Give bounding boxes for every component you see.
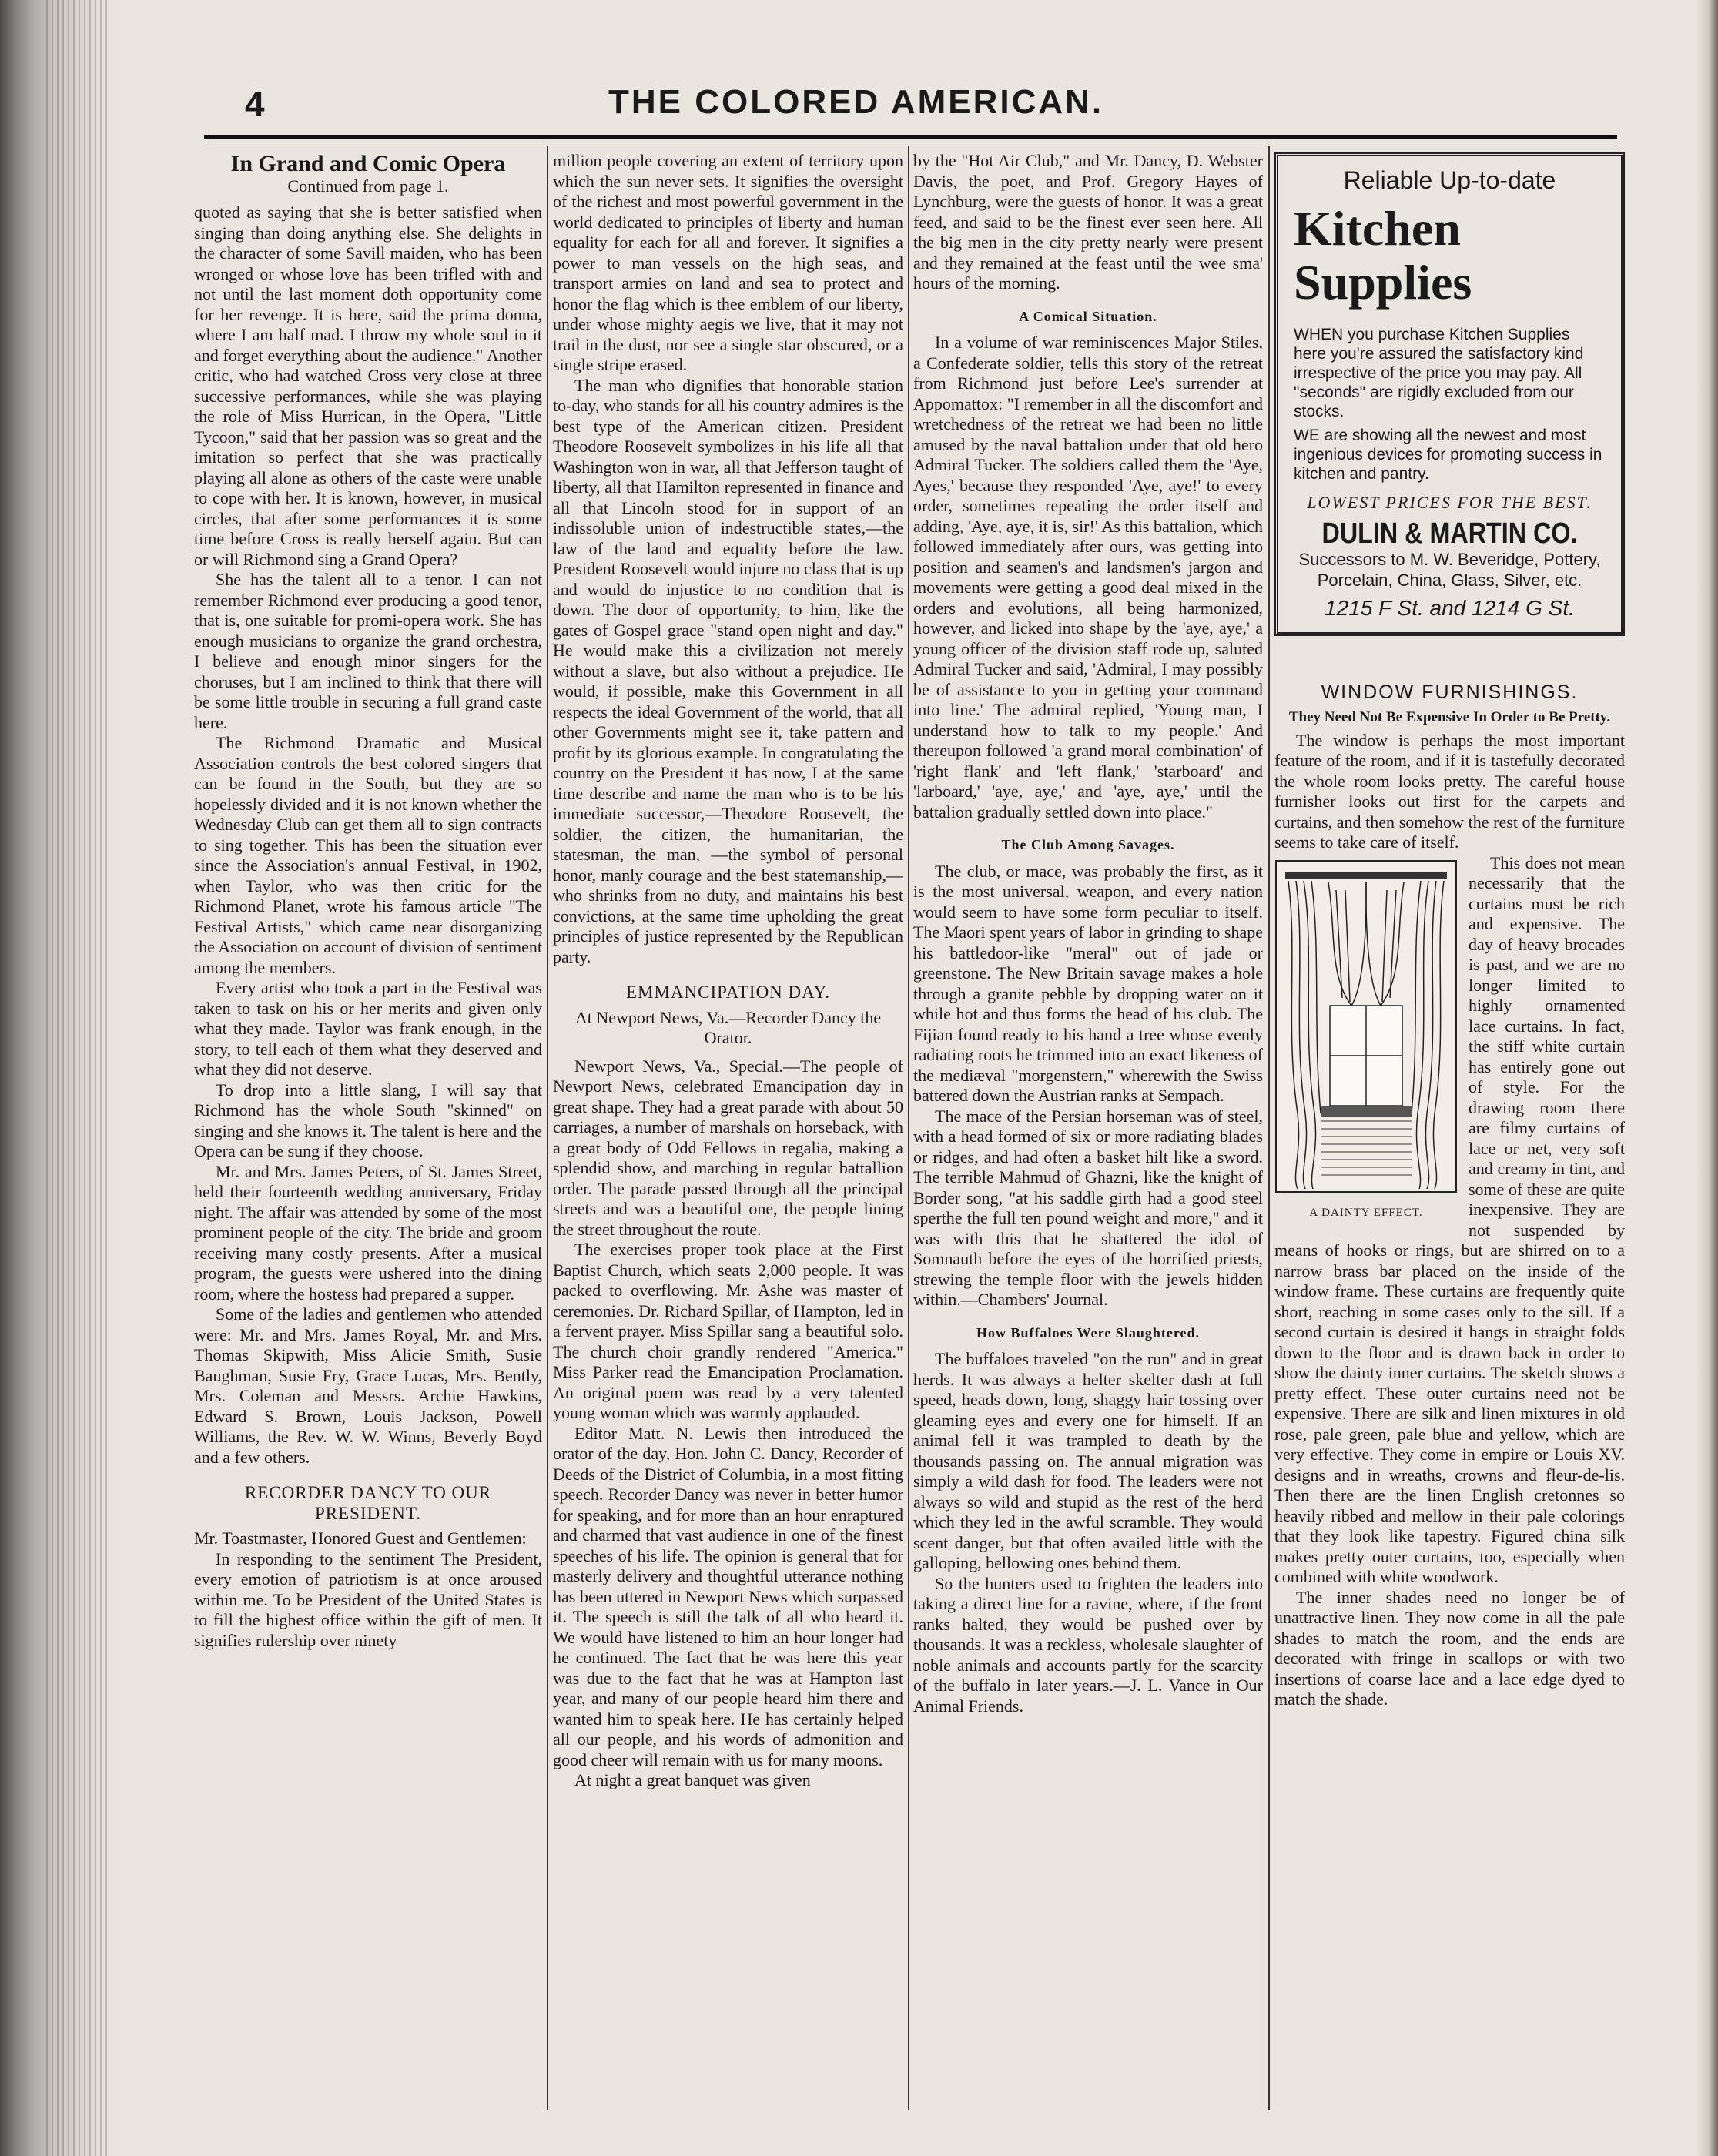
binding-page-edges <box>46 0 108 2156</box>
newspaper-masthead: THE COLORED AMERICAN. <box>608 83 1104 121</box>
article-paragraph: The man who dignifies that honorable station to-day, who stands for all his country admires is the best type of the American citizen. President Theodore Roosevelt symbolizes in his life all that Washington won in war, all that Jefferson taught of liberty, all that Hamilton represented in finance and all that Lincoln stood for in support of an indissoluble union of indestructible states,—the law of the land and equality before the law. President Roosevelt would injure no class that is up and would do injustice to no condition that is down. The door of opportunity, to him, like the gates of Gospel grace "stand open night and day." He would make this a civilization not merely without a slave, but also without a prejudice. He would, if possible, make this Government in all respects the ideal Government of the world, that all other Governments might see it, take pattern and profit by its glorious example. In congratulating the country on the President it has now, I at the same time describe and name the man who is to be his immediate successor,—Theodore Roosevelt, the soldier, the citizen, the humanitarian, the statesman, the man, —the symbol of personal honor, manly courage and the best statemanship,—who shrinks from no duty, and maintains his best convictions, at the same time upholding the great principles of justice represented by the Republican party. <box>553 375 903 966</box>
ad-body-1: WHEN you purchase Kitchen Supplies here you're assured the satisfactory kind irrespective of the price you may pay. All "seconds" are rigidly excluded from our stocks. <box>1294 325 1584 420</box>
page-number: 4 <box>245 84 265 124</box>
section-heading-comical-situation: A Comical Situation. <box>1019 308 1157 324</box>
article-paragraph: The club, or mace, was probably the first, as it is the most universal, weapon, and every nation would seem to have some form peculiar to itself. The Maori spent years of labor in grinding to shape his battledoor-like "meral" out of jade or greenstone. The New Britain savage makes a hole through a granite pebble by dropping water on it while hot and thus forms the head of his club. The Fijian found ready to his hand a tree whose evenly radiating roots he trimmed into an exact likeness of the mediæval "morgenstern," wherewith the Swiss battered down the Austrian ranks at Sempach. <box>913 861 1263 1105</box>
right-page-edge <box>1695 0 1718 2156</box>
masthead-rule <box>204 135 1617 139</box>
window-furnishings-subheading: They Need Not Be Expensive In Order to Be Pretty. <box>1288 708 1611 725</box>
article-paragraph: She has the talent all to a tenor. I can not remember Richmond ever producing a good tenor, that is, one suitable for promi-opera work. She has enough musicians to organize the grand orchestra, I believe and enough minor singers for the choruses, but I am inclined to think that there will be some little trouble in securing a full grand caste here. <box>194 570 542 732</box>
article-paragraph: Every artist who took a part in the Festival was taken to task on his or her merits and given only what they made. Taylor was frank enough, in the story, to tell each of them what they deserved and what they did not deserve. <box>194 978 542 1079</box>
article-paragraph: The Richmond Dramatic and Musical Association controls the best colored singers that can be found in the South, but they are so hopelessly divided and it is not known whether the Wednesday Club can get them all to sign contracts to sing together. This has been the situation ever since the Association's annual Festival, in 1902, when Taylor, who was then critic for the Richmond Planet, wrote his famous article "The Festival Artists," which came near disorganizing the Association on account of division of sentiment among the members. <box>194 733 542 977</box>
article-paragraph: by the "Hot Air Club," and Mr. Dancy, D. Webster Davis, the poet, and Prof. Gregory Hayes of Lynchburg, were the guests of honor. It was a great feed, and said to be the finest ever seen here. All the big men in the city pretty nearly were present and they remained at the feast until the wee sma' hours of the morning. <box>913 151 1263 293</box>
article-paragraph: To drop into a little slang, I will say that Richmond has the whole South "skinned" on singing and she knows it. The talent is here and the Opera can be sung if they choose. <box>194 1080 542 1160</box>
article-paragraph: The window is perhaps the most important feature of the room, and if it is tastefully decorated the whole room looks pretty. The careful house furnisher looks out first for the carpets and curtains, and then somehow the rest of the furniture seems to take care of itself. <box>1274 730 1625 852</box>
article-paragraph: Mr. and Mrs. James Peters, of St. James Street, held their fourteenth wedding anniversary, Friday night. The affair was attended by some of the most prominent people of the city. The bride and groom receiving many costly presents. After a musical program, the guests were ushered into the dining room, where the hostess had prepared a supper. <box>194 1161 542 1304</box>
article-paragraph: The mace of the Persian horseman was of steel, with a head formed of six or more radiating blades or ridges, and had often a basket hilt like a sword. The terrible Mahmud of Ghazni, like the knight of Border song, "at his saddle girth had a good steel sperthe the full ten pound weight and more," and it was with this that he shattered the idol of Somnauth before the eyes of the horrified priests, strewing the temple floor with the jewels hidden within.—Chambers' Journal. <box>913 1106 1263 1309</box>
column-1 <box>194 151 542 1651</box>
ad-body-2: WE are showing all the newest and most ingenious devices for promoting success in kitchen and pantry. <box>1294 426 1602 483</box>
article-paragraph: quoted as saying that she is better satisfied when singing than doing anything else. She delights in the character of some Savill maiden, who has been wronged or whose love has been trifled with and not until the last moment doth opportunity come for her revenge. It is here, said the prima donna, where I am half mad. I throw my whole soul in it and forget everything about the audience." Another critic, who had watched Cross very close at three successive performances, while she was playing the role of Miss Hurrican, in the Opera, "Little Tycoon," said that her passion was so great and the imitation so perfect that she was practically playing all alone as others of the caste were unable to cope with her. It is known, however, in musical circles, that after some performances it is some time before Cross is really herself again. But can or will Richmond sing a Grand Opera? <box>194 203 542 569</box>
article-paragraph: In a volume of war reminiscences Major Stiles, a Confederate soldier, tells this story of the retreat from Richmond just before Lee's surrender at Appomattox: "I remember in all the discomfort and wretchedness of the retreat we had been no little amused by the naval battalion under that old hero Admiral Tucker. The soldiers called them the 'Aye, Ayes,' because they responded 'Aye, aye!' to every order, sometimes repeating the order itself and adding, 'Aye, aye, it is, sir!' As this battalion, which followed immediately after ours, was getting into position and seamen's and landsmen's jargon and movements were getting a good deal mixed in the orders and evolutions, all being harmonized, however, and licked into shape by the 'aye, aye,' a young officer of the division staff rode up, saluted Admiral Tucker and said, 'Admiral, I may possibly be of assistance to you in getting your command into line.' The admiral replied, 'Young man, I understand how to talk to my people.' And thereupon followed 'a grand moral combination' of 'right flank' and 'left flank,' 'starboard' and 'larboard,' 'aye, aye,' and 'aye, aye,' until the battalion gradually settled down into place." <box>913 333 1263 822</box>
ad-title-line1: Kitchen <box>1294 200 1461 256</box>
speech-salutation: Mr. Toastmaster, Honored Guest and Gentlemen: <box>194 1528 527 1548</box>
ad-title-line2: Supplies <box>1294 254 1472 310</box>
section-subheading: At Newport News, Va.—Recorder Dancy the Orator. <box>574 1007 882 1047</box>
article-paragraph: This does not mean necessarily that the curtains must be rich and expensive. The day of heavy brocades is past, and we are no longer limited to highly ornamented lace curtains. In fact, the stiff white curtain has entirely gone out of style. For the drawing room there are filmy curtains of lace or net, very soft and creamy in tint, and some of these are quite inexpensive. They are not suspended by means of hooks or rings, but are shirred on to a narrow brass bar placed on the inside of the window frame. These curtains are frequently quite short, reaching in some cases only to the sill. If a second curtain is desired it hangs in straight folds down to the floor and is drawn back in order to show the dainty inner curtains. The sketch shows a pretty effect. These outer curtains need not be expensive. There are silk and linen mixtures in old rose, pale green, pale blue and yellow, which are very effective. They come in empire or Louis XV. designs and in wreaths, crowns and fleur-de-lis. Then there are the linen English cretonnes so heavily ribbed and mellow in their pale colorings that they look like tapestry. Figured china silk makes pretty outer curtains, too, especially when combined with white woodwork. <box>1274 852 1625 1586</box>
article-paragraph: Some of the ladies and gentlemen who attended were: Mr. and Mrs. James Royal, Mr. and Mrs. Thomas Skipwith, Miss Alicie Smith, Susie Baughman, Susie Fry, Grace Lucas, Mrs. Bently, Mrs. Coleman and Messrs. Archie Hawkins, Edward S. Brown, Louis Jackson, Powell Williams, the Rev. W. W. Winns, Beverly Boyd and a few others. <box>194 1304 542 1467</box>
article-paragraph: Editor Matt. N. Lewis then introduced the orator of the day, Hon. John C. Dancy, Recorder of Deeds of the District of Columbia, in a most fitting speech. Recorder Dancy was never in better humor for speaking, and for more than an hour enraptured and charmed that vast audience in one of the finest speeches of his life. The opinion is general that for masterly delivery and thoughtful utterance nothing has been uttered in Newport News which surpassed it. The speech is still the talk of all who heard it. We would have listened to him an hour longer had he continued. The fact that he was here this year was due to the fact that he was at Hampton last year, and many of our people heard him there and wanted him to speak here. He has certainly helped all our people, and his words of admonition and good cheer will remain with us for many moons. <box>553 1423 903 1769</box>
column-3 <box>913 151 1263 1716</box>
kitchen-supplies-advertisement <box>1274 152 1625 636</box>
illustration-caption: A DAINTY EFFECT. <box>1309 1206 1423 1219</box>
ad-tagline: Reliable Up-to-date <box>1343 166 1556 194</box>
column-divider-1 <box>547 146 548 2110</box>
article-paragraph: At night a great banquet was given <box>574 1770 811 1789</box>
column-4 <box>1274 151 1625 1710</box>
article-paragraph: The exercises proper took place at the First Baptist Church, which seats 2,000 people. It was packed to overflowing. Mr. Ashe was master of ceremonies. Dr. Richard Spillar, of Hampton, led in a fervent prayer. Miss Spillar sang a beautiful solo. The church choir grandly rendered "America." Miss Parker read the Emancipation Proclamation. An original poem was read by a very talented young woman which was warmly applauded. <box>553 1240 903 1422</box>
column-divider-2 <box>908 146 909 2110</box>
continued-note: Continued from page 1. <box>287 176 449 196</box>
article-headline-opera: In Grand and Comic Opera <box>230 151 506 176</box>
ad-firm-name: DULIN & MARTIN CO. <box>1321 517 1578 550</box>
column-2 <box>553 151 903 1791</box>
section-heading-recorder-dancy: RECORDER DANCY TO OUR PRESIDENT. <box>244 1483 492 1523</box>
ad-address: 1215 F St. and 1214 G St. <box>1325 595 1575 620</box>
window-curtain-illustration <box>1274 859 1458 1221</box>
article-paragraph: The inner shades need no longer be of unattractive linen. They now come in all the pale shades to match the room, and the ends are decorated with fringe in scallops or with two insertions of coarse lace and a lace edge dyed to match the shade. <box>1274 1587 1625 1709</box>
article-paragraph: The buffaloes traveled "on the run" and in great herds. It was always a helter skelter dash at full speed, heads down, long, shaggy hair tossing over gleaming eyes and every one for himself. If an animal fell it was trampled to death by the thousands passing on. The annual migration was simply a wild dash for food. The leaders were not always so wild and stupid as the rest of the herd which they led in the awful scramble. They would scent danger, but that often availed little with the galloping, bellowing ones behind them. <box>913 1349 1263 1572</box>
curtain-sketch-icon <box>1274 859 1458 1198</box>
window-furnishings-heading: WINDOW FURNISHINGS. <box>1321 681 1579 703</box>
article-paragraph: So the hunters used to frighten the leaders into taking a direct line for a ravine, where, if the front ranks halted, they would be pushed over by thousands. It was a reckless, wholesale slaughter of noble animals and accounts partly for the scarcity of the buffalo in later years.—J. L. Vance in Our Animal Friends. <box>913 1573 1263 1716</box>
ad-price-slogan: LOWEST PRICES FOR THE BEST. <box>1307 492 1592 512</box>
article-paragraph: In responding to the sentiment The President, every emotion of patriotism is at once aroused within me. To be President of the United States is to fill the highest office within the gift of men. It signifies rulership over ninety <box>194 1548 542 1650</box>
column-divider-3 <box>1268 146 1270 2110</box>
section-heading-club-savages: The Club Among Savages. <box>1001 837 1175 852</box>
article-paragraph: Newport News, Va., Special.—The people of Newport News, celebrated Emancipation day in great shape. They had a great parade with about 50 carriages, a number of marshals on horseback, with a great body of Odd Fellows in regalia, making a splendid show, and marching in regular battallion order. The parade passed through all the principal streets and was a beautiful one, the people lining the street throughout the route. <box>553 1056 903 1239</box>
ad-successors: Successors to M. W. Beveridge, Pottery, Porcelain, China, Glass, Silver, etc. <box>1298 549 1601 590</box>
article-paragraph: million people covering an extent of territory upon which the sun never sets. It signifies the oversight of the richest and most powerful government in the world dedicated to principles of liberty and human equality for each for all and forever. It signifies a power to man vessels on the high seas, and transport armies on land and sea to protect and honor the flag which is thee emblem of our liberty, under whose mighty aegis we live, that it may not trail in the dust, nor see a single star obscured, or a single stripe erased. <box>553 151 903 374</box>
section-heading-buffaloes: How Buffaloes Were Slaughtered. <box>976 1324 1200 1341</box>
section-heading-emmancipation: EMMANCIPATION DAY. <box>625 983 831 1002</box>
